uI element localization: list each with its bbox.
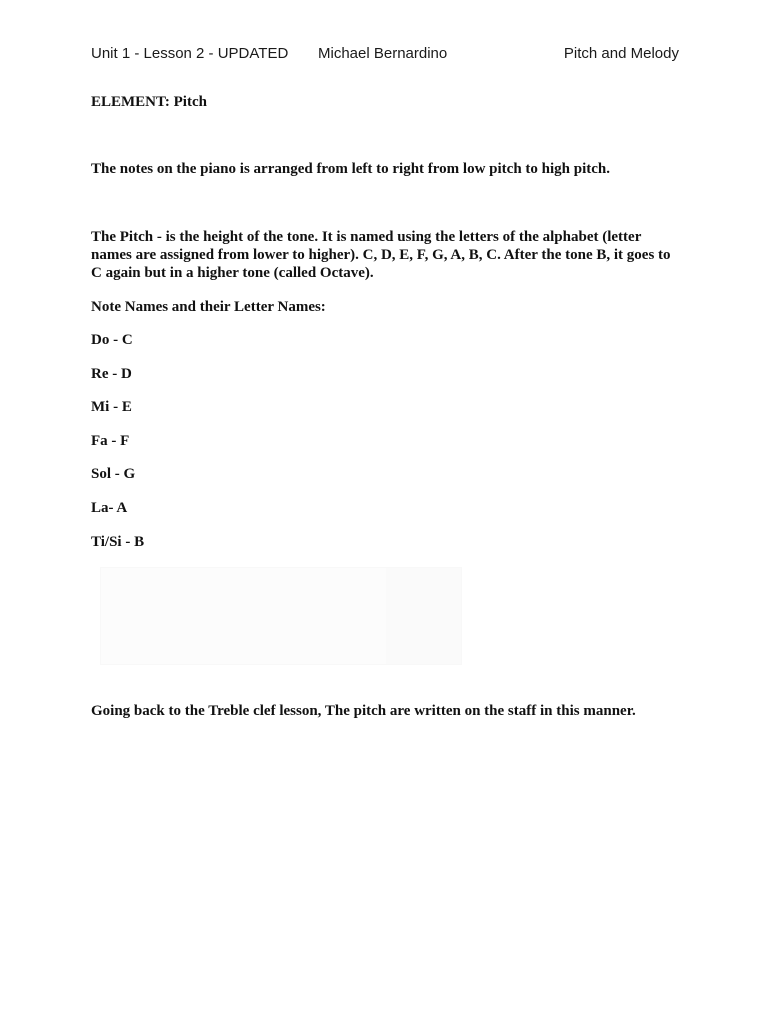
note-name-la: La- A (91, 500, 128, 516)
image-segment (386, 568, 461, 664)
note-name-ti: Ti/Si - B (91, 534, 145, 550)
page-header (91, 45, 679, 65)
note-name-sol: Sol - G (91, 466, 136, 482)
note-name-fa: Fa - F (91, 433, 130, 449)
note-name-re: Re - D (91, 366, 132, 382)
note-name-do: Do - C (91, 332, 133, 348)
piano-sentence: The notes on the piano is arranged from left to right from low pitch to high pitch. (91, 161, 611, 177)
header-topic: Pitch and Melody (563, 45, 679, 62)
pitch-definition-line-2: names are assigned from lower to higher). C, D, E, F, G, A, B, C. After the tone B, it goes to (91, 247, 671, 263)
note-names-heading: Note Names and their Letter Names: (91, 299, 326, 315)
header-lesson-title: Unit 1 - Lesson 2 - UPDATED (91, 45, 289, 62)
pitch-definition-line-3: C again but in a higher tone (called Octave). (91, 265, 374, 281)
header-author: Michael Bernardino (318, 45, 448, 62)
pitch-definition-line-1: The Pitch - is the height of the tone. It is named using the letters of the alphabet (letter (91, 229, 642, 245)
treble-clef-sentence: Going back to the Treble clef lesson, The pitch are written on the staff in this manner. (91, 703, 636, 719)
note-name-mi: Mi - E (91, 399, 132, 415)
piano-keyboard-image (100, 567, 462, 665)
element-heading: ELEMENT: Pitch (91, 94, 207, 110)
